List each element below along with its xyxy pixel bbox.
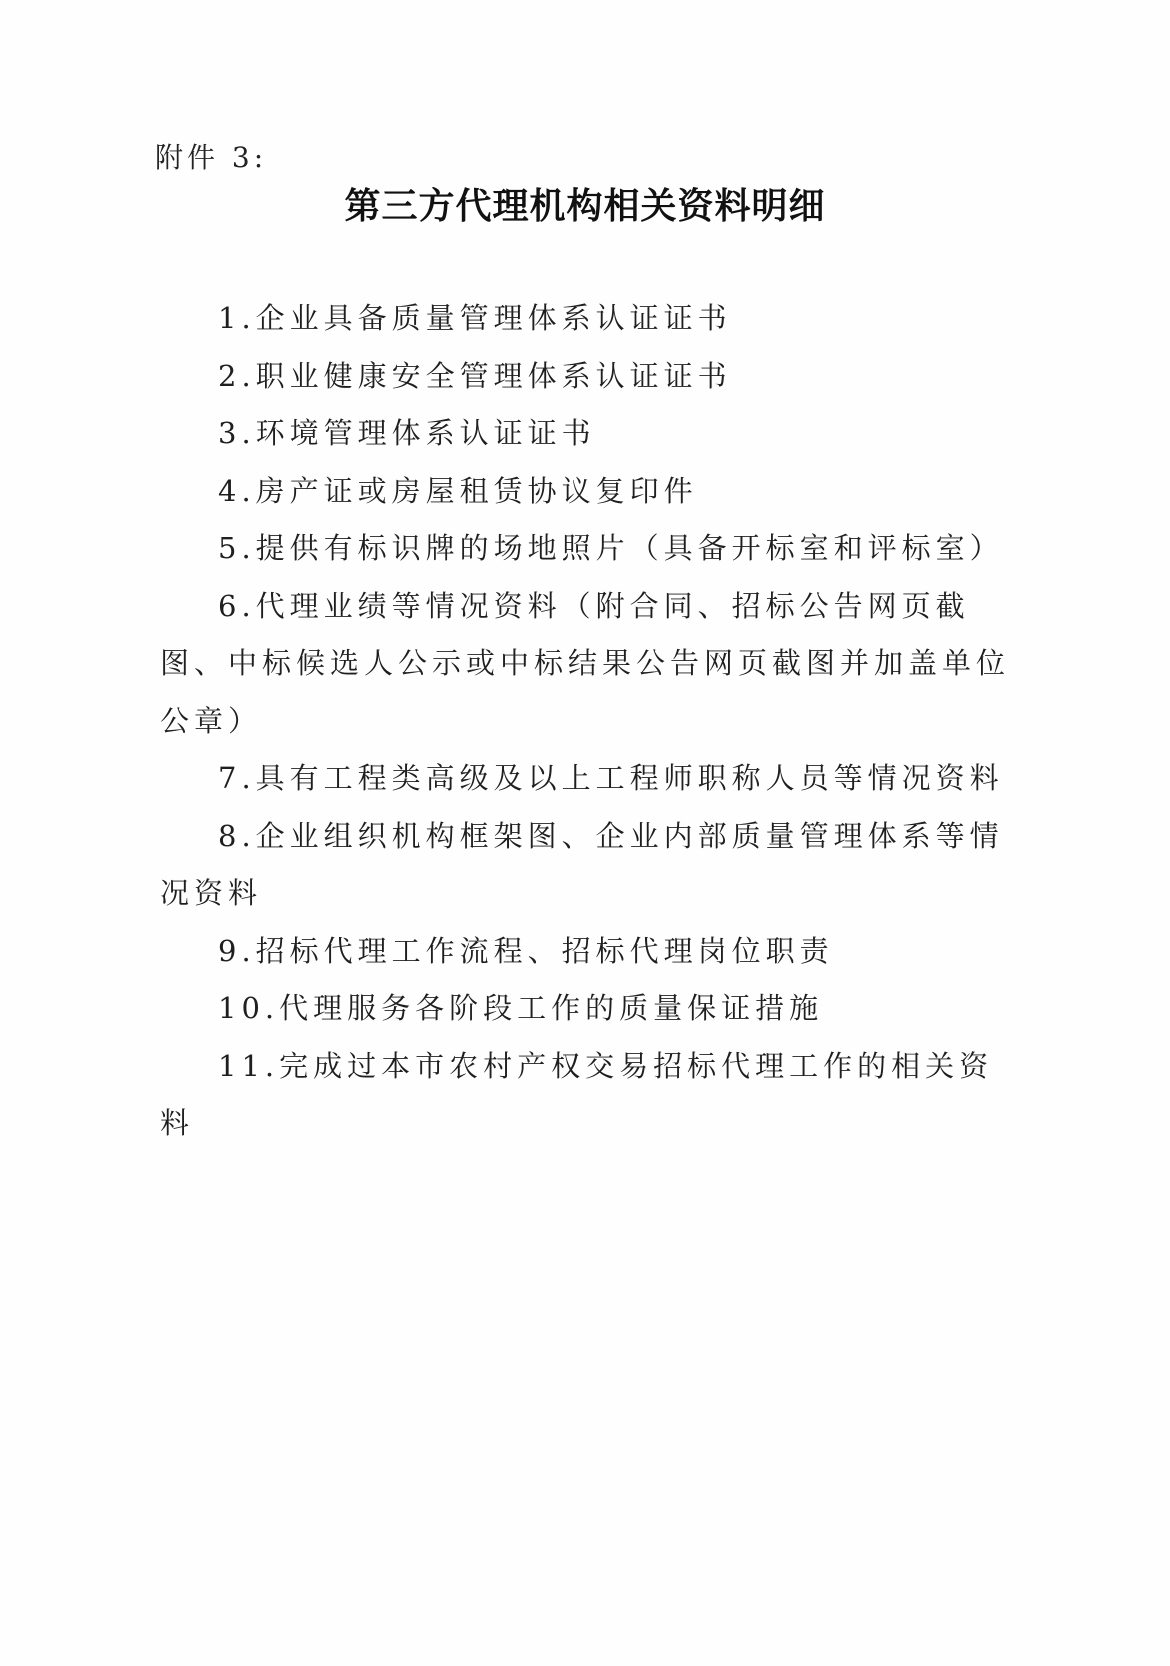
list-item: 8.企业组织机构框架图、企业内部质量管理体系等情况资料: [160, 818, 1004, 910]
list-item: 11.完成过本市农村产权交易招标代理工作的相关资料: [160, 1048, 994, 1140]
page-title: 第三方代理机构相关资料明细: [344, 186, 826, 227]
list-item: 4.房产证或房屋租赁协议复印件: [218, 473, 698, 508]
list-item: 6.代理业绩等情况资料（附合同、招标公告网页截图、中标候选人公示或中标结果公告网页截图并加盖单位公章）: [160, 588, 1011, 738]
document-list: [160, 290, 1010, 1153]
list-item: 5.提供有标识牌的场地照片（具备开标室和评标室）: [218, 531, 1004, 565]
list-item: 1.企业具备质量管理体系认证证书: [218, 301, 732, 335]
list-item: 9.招标代理工作流程、招标代理岗位职责: [218, 933, 834, 968]
attachment-label: 附件 3:: [155, 141, 268, 174]
list-item: 7.具有工程类高级及以上工程师职称人员等情况资料: [218, 761, 1004, 795]
list-item: 2.职业健康安全管理体系认证证书: [218, 358, 732, 393]
list-item: 10.代理服务各阶段工作的质量保证措施: [218, 991, 824, 1025]
list-item: 3.环境管理体系认证证书: [218, 416, 596, 450]
